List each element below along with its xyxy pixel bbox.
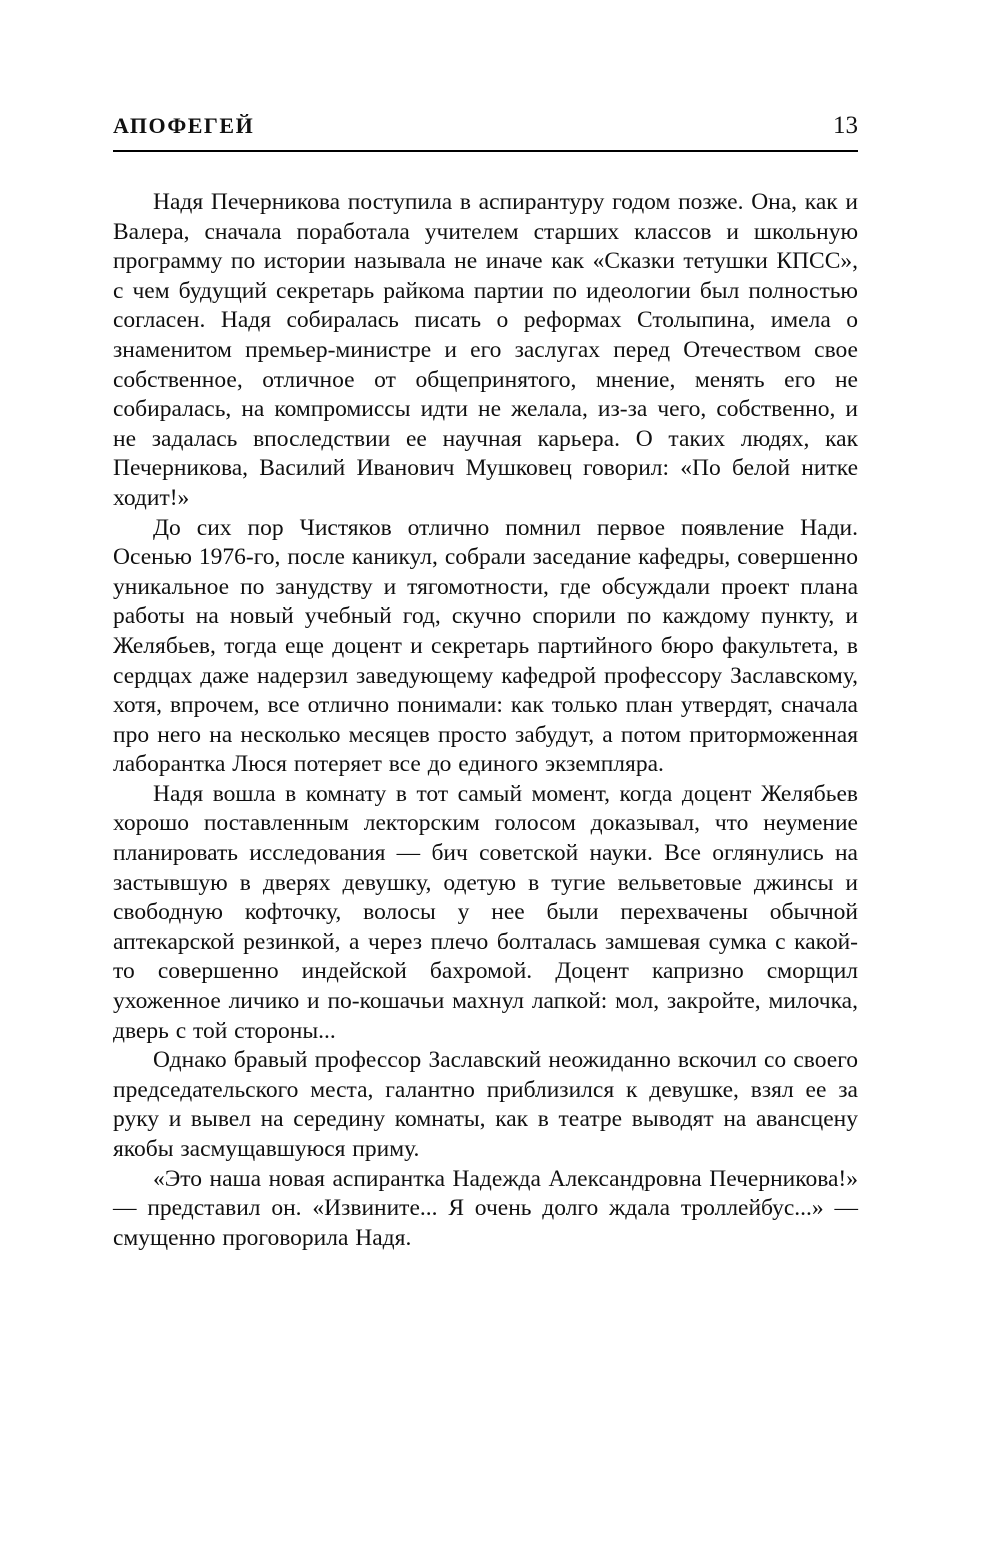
paragraph: Надя вошла в комнату в тот самый момент, когда доцент Желябьев хорошо поставленным лекторским голосом доказывал, что неумение планировать исследования — бич советской науки. Все оглянулись на застывшую в дверях девушку, одетую в тугие вельветовые джинсы и свободную кофточку, волосы у нее были перехвачены обычной аптекарской резинкой, а через плечо болталась замшевая сумка с какой-то совершенно индейской бахромой. Доцент капризно сморщил ухоженное личико и по-кошачьи махнул лапкой: мол, закройте, милочка, дверь с той стороны...: [113, 780, 858, 1044]
paragraph: Однако бравый профессор Заславский неожиданно вскочил со своего председательского места, галантно приблизился к девушке, взял ее за руку и вывел на середину комнаты, как в театре выводят на авансцену якобы засмущавшуюся приму.: [113, 1047, 858, 1162]
page-body: [113, 188, 858, 1253]
paragraph: Надя Печерникова поступила в аспирантуру годом позже. Она, как и Валера, сначала поработала учителем старших классов и школьную программу по истории называла не иначе как «Сказки тетушки КПСС», с чем будущий секретарь райкома партии по идеологии был полностью согласен. Надя собиралась писать о реформах Столыпина, имела о знаменитом премьер-министре и его заслугах перед Отечеством свое собственное, отличное от общепринятого, мнение, менять его не собиралась, на компромиссы идти не желала, из-за чего, собственно, и не задалась впоследствии ее научная карьера. О таких людях, как Печерникова, Василий Иванович Мушковец говорил: «По белой нитке ходит!»: [113, 189, 858, 511]
paragraph: «Это наша новая аспирантка Надежда Александровна Печерникова!» — представил он. «Извините... Я очень долго ждала троллейбус...» — смущенно проговорила Надя.: [113, 1165, 858, 1251]
page-number: 13: [833, 112, 858, 139]
running-title: АПОФЕГЕЙ: [113, 113, 255, 138]
paragraph: До сих пор Чистяков отлично помнил первое появление Нади. Осенью 1976-го, после каникул, собрали заседание кафедры, совершенно уникальное по занудству и тягомотности, где обсуждали проект плана работы на новый учебный год, скучно спорили по каждому пункту, и Желябьев, тогда еще доцент и секретарь партийного бюро факультета, в сердцах даже надерзил заведующему кафедрой профессору Заславскому, хотя, впрочем, все отлично понимали: как только план утвердят, сначала про него на несколько месяцев просто забудут, а потом приторможенная лаборантка Люся потеряет все до единого экземпляра.: [113, 514, 858, 778]
page-header: [113, 112, 858, 152]
